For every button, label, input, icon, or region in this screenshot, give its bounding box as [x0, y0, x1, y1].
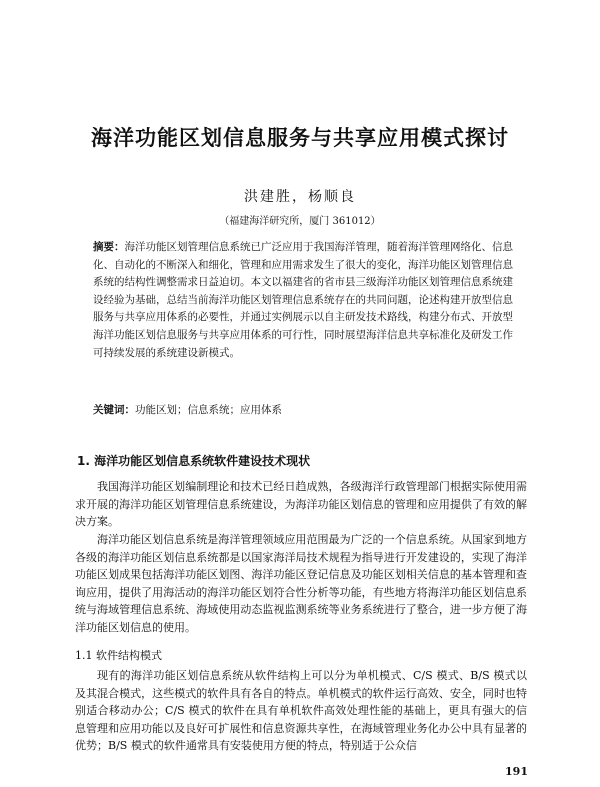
paragraph-1: 我国海洋功能区划编制理论和技术已经日趋成熟，各级海洋行政管理部门根据实际使用需求开展的海洋功能区划管理信息系统建设，为海洋功能区划信息的管理和应用提供了有效的解决方案。 [75, 480, 527, 528]
abstract [93, 239, 513, 362]
paragraph-3: 现有的海洋功能区划信息系统从软件结构上可以分为单机模式、C/S 模式、B/S 模式以及其混合模式，这些模式的软件具有各自的特点。单机模式的软件运行高效、安全，同时也特别适合移动办公；C/S 模式的软件在具有单机软件高效处理性能的基础上，更具有强大的信息管理和应用功能以及良好可扩展性和信息资源共享性，在海域管理业务化办公中具有显著的优势；B/S 模式的软件通常具有安装使用方便的特点，特别适于公众信 [75, 669, 527, 752]
subsection-heading: 1.1 软件结构模式 [75, 649, 162, 662]
authors: 洪建胜，杨顺良 [244, 189, 356, 205]
section-heading: 1. 海洋功能区划信息系统软件建设技术现状 [77, 454, 311, 468]
keywords [93, 402, 513, 417]
abstract-label: 摘要： [93, 241, 125, 253]
keywords-label: 关键词： [93, 404, 135, 416]
keywords-text: 功能区划；信息系统；应用体系 [135, 404, 282, 416]
paragraph-2: 海洋功能区划信息系统是海洋管理领域应用范围最为广泛的一个信息系统。从国家到地方各级的海洋功能区划信息系统都是以国家海洋局技术规程为指导进行开发建设的，实现了海洋功能区划成果包括海洋功能区划图、海洋功能区登记信息及功能区划相关信息的基本管理和查询应用，提供了用海活动的海洋功能区划符合性分析等功能，有些地方将海洋功能区划信息系统与海域管理信息系统、海域使用动态监视监测系统等业务系统进行了整合，进一步方便了海洋功能区划信息的使用。 [75, 533, 527, 634]
page-number: 191 [505, 765, 528, 778]
abstract-text: 海洋功能区划管理信息系统已广泛应用于我国海洋管理，随着海洋管理网络化、信息化、自动化的不断深入和细化，管理和应用需求发生了很大的变化，海洋功能区划管理信息系统的结构性调整需求日益迫切。本文以福建省的省市县三级海洋功能区划管理信息系统建设经验为基础，总结当前海洋功能区划管理信息系统存在的共同问题，论述构建开放型信息服务与共享应用体系的必要性，并通过实例展示以自主研发技术路线，构建分布式、开放型海洋功能区划信息服务与共享应用体系的可行性，同时展望海洋信息共享标准化及研发工作可持续发展的系统建设新模式。 [93, 241, 513, 359]
paper-title: 海洋功能区划信息服务与共享应用模式探讨 [91, 126, 509, 150]
affiliation: （福建海洋研究所，厦门 361012） [219, 216, 381, 227]
